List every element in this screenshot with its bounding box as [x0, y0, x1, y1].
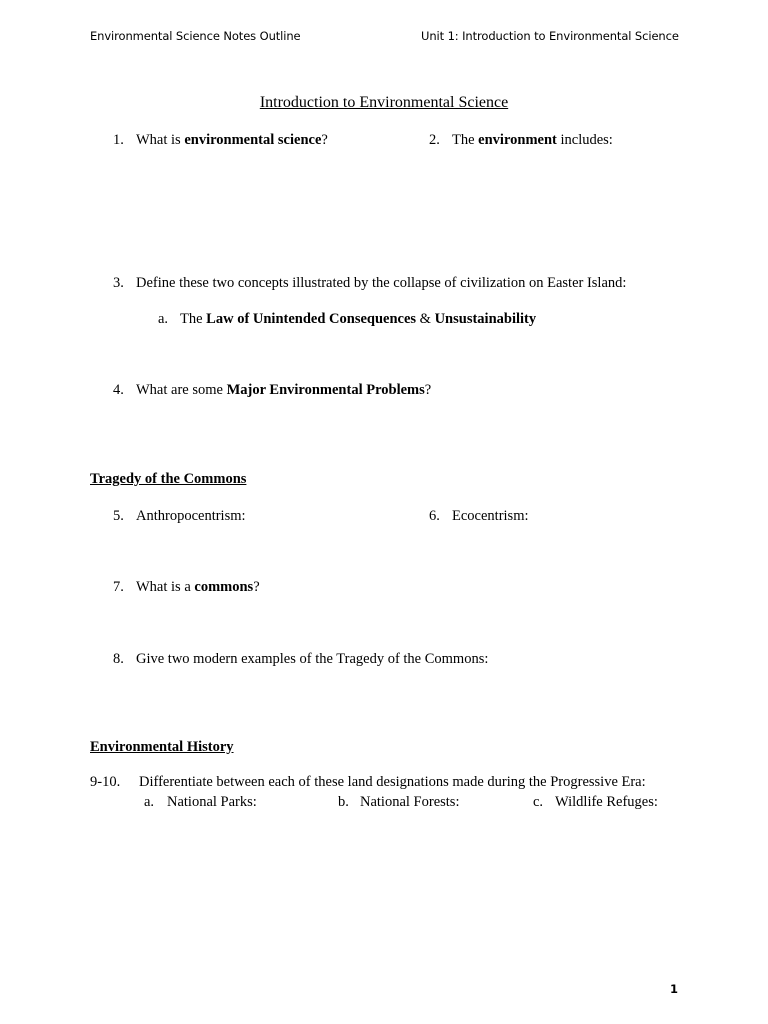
question-1: 1. What is environmental science?	[113, 132, 328, 148]
question-9a: a. National Parks:	[144, 794, 257, 810]
section-heading-tragedy: Tragedy of the Commons	[90, 471, 247, 487]
question-2: 2. The environment includes:	[429, 132, 613, 148]
page-title: Introduction to Environmental Science	[259, 94, 509, 111]
question-5: 5. Anthropocentrism:	[113, 508, 246, 524]
question-9b: b. National Forests:	[338, 794, 460, 810]
question-4: 4. What are some Major Environmental Problems?	[113, 382, 432, 398]
question-9-10: 9-10. Differentiate between each of these land designations made during the Progressive Era:	[90, 774, 646, 790]
question-6: 6. Ecocentrism:	[429, 508, 529, 524]
question-3a: a. The Law of Unintended Consequences & Unsustainability	[158, 311, 537, 327]
page-number: 1	[670, 982, 679, 996]
header-left: Environmental Science Notes Outline	[90, 29, 301, 43]
question-9c: c. Wildlife Refuges:	[533, 794, 658, 810]
question-3: 3. Define these two concepts illustrated by the collapse of civilization on Easter Island:	[113, 275, 627, 291]
question-7: 7. What is a commons?	[113, 579, 260, 595]
question-8: 8. Give two modern examples of the Tragedy of the Commons:	[113, 651, 489, 667]
header-right: Unit 1: Introduction to Environmental Science	[421, 29, 679, 43]
section-heading-history: Environmental History	[90, 739, 234, 755]
